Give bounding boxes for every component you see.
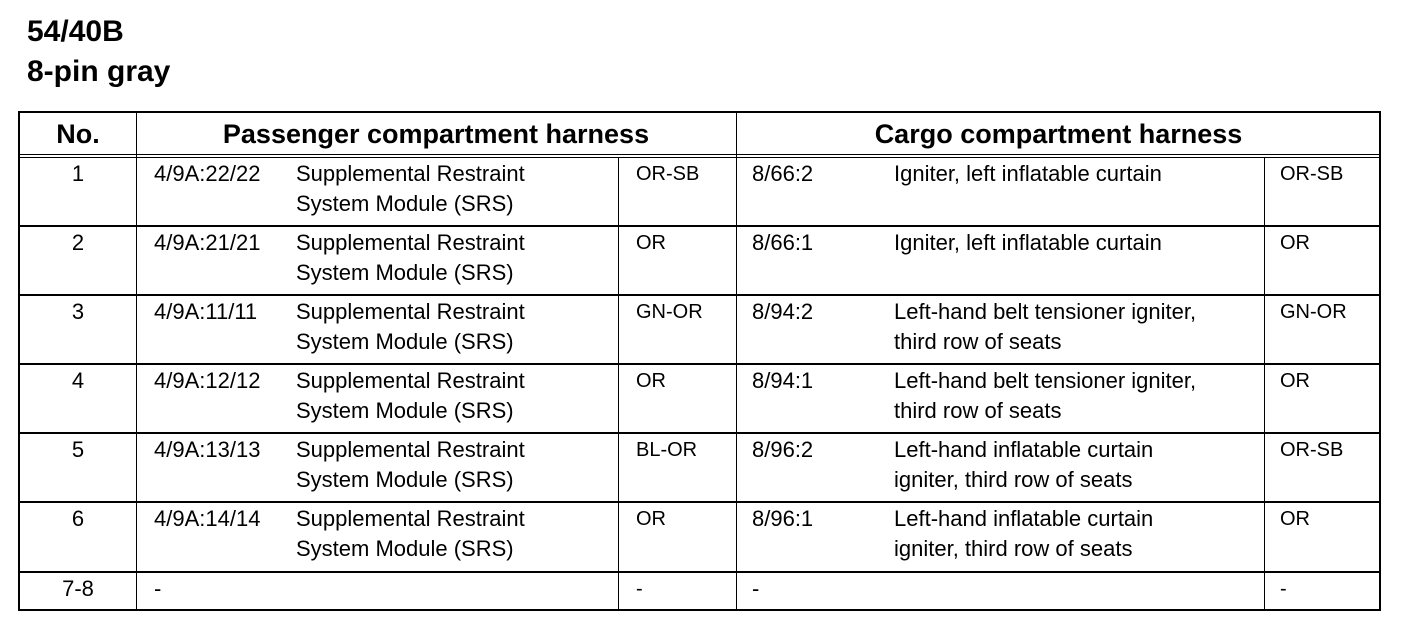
cell-cargo-wire-color: OR bbox=[1280, 370, 1310, 392]
cell-cargo-pin: 8/66:1 bbox=[752, 230, 814, 255]
column-header-no: No. bbox=[56, 118, 100, 149]
cell-passenger-pin: 4/9A:13/13 bbox=[154, 437, 261, 462]
cell-passenger-description: Supplemental Restraint bbox=[296, 437, 525, 462]
cell-cargo-description: Left-hand inflatable curtain bbox=[894, 506, 1154, 531]
cell-cargo-description-2: igniter, third row of seats bbox=[894, 467, 1133, 492]
cell-pin-number: 1 bbox=[71, 161, 85, 186]
cell-cargo-wire-color: OR bbox=[1280, 508, 1310, 530]
column-header-cargo: Cargo compartment harness bbox=[874, 118, 1243, 149]
cell-cargo-description-2: third row of seats bbox=[894, 329, 1062, 354]
cell-cargo-wire-color: OR-SB bbox=[1280, 439, 1344, 461]
table-header bbox=[20, 113, 1379, 155]
pinout-table bbox=[18, 111, 1381, 611]
cell-passenger-pin: - bbox=[154, 576, 162, 601]
cell-pin-number: 5 bbox=[71, 437, 85, 462]
cell-passenger-description-2: System Module (SRS) bbox=[296, 191, 514, 216]
cell-passenger-description: Supplemental Restraint bbox=[296, 161, 525, 186]
cell-passenger-description-2: System Module (SRS) bbox=[296, 260, 514, 285]
cell-cargo-pin: 8/66:2 bbox=[752, 161, 814, 186]
table-row bbox=[20, 503, 1379, 573]
cell-pin-number: 4 bbox=[71, 368, 85, 393]
cell-cargo-description: Igniter, left inflatable curtain bbox=[894, 161, 1162, 186]
cell-passenger-description: Supplemental Restraint bbox=[296, 299, 525, 324]
table-row bbox=[20, 573, 1379, 609]
cell-passenger-wire-color: OR bbox=[636, 508, 666, 530]
cell-passenger-wire-color: OR bbox=[636, 370, 666, 392]
cell-pin-number: 6 bbox=[71, 506, 85, 531]
cell-cargo-description: Left-hand belt tensioner igniter, bbox=[894, 368, 1197, 393]
cell-cargo-description: Left-hand belt tensioner igniter, bbox=[894, 299, 1197, 324]
cell-passenger-pin: 4/9A:21/21 bbox=[154, 230, 261, 255]
cell-passenger-wire-color: GN-OR bbox=[636, 301, 703, 323]
cell-passenger-description: Supplemental Restraint bbox=[296, 230, 525, 255]
cell-cargo-pin: 8/94:1 bbox=[752, 368, 814, 393]
cell-cargo-description-2: igniter, third row of seats bbox=[894, 536, 1133, 561]
cell-pin-number: 7-8 bbox=[62, 576, 94, 601]
connector-code: 54/40B bbox=[27, 15, 124, 48]
cell-passenger-description: Supplemental Restraint bbox=[296, 506, 525, 531]
cell-pin-number: 2 bbox=[71, 230, 85, 255]
cell-cargo-description: Igniter, left inflatable curtain bbox=[894, 230, 1162, 255]
cell-passenger-wire-color: OR-SB bbox=[636, 163, 700, 185]
column-header-passenger: Passenger compartment harness bbox=[222, 118, 650, 149]
cell-passenger-description: Supplemental Restraint bbox=[296, 368, 525, 393]
cell-cargo-wire-color: OR-SB bbox=[1280, 163, 1344, 185]
cell-passenger-description-2: System Module (SRS) bbox=[296, 329, 514, 354]
cell-pin-number: 3 bbox=[71, 299, 85, 324]
cell-passenger-pin: 4/9A:12/12 bbox=[154, 368, 261, 393]
cell-passenger-pin: 4/9A:11/11 bbox=[154, 299, 258, 324]
cell-passenger-description-2: System Module (SRS) bbox=[296, 467, 514, 492]
cell-cargo-wire-color: GN-OR bbox=[1280, 301, 1347, 323]
cell-cargo-description-2: third row of seats bbox=[894, 398, 1062, 423]
cell-passenger-pin: 4/9A:14/14 bbox=[154, 506, 261, 531]
cell-passenger-description-2: System Module (SRS) bbox=[296, 398, 514, 423]
cell-passenger-wire-color: - bbox=[636, 578, 643, 600]
cell-cargo-wire-color: - bbox=[1280, 578, 1287, 600]
table-row bbox=[20, 296, 1379, 365]
cell-cargo-pin: 8/96:1 bbox=[752, 506, 814, 531]
cell-passenger-description-2: System Module (SRS) bbox=[296, 536, 514, 561]
table-row bbox=[20, 158, 1379, 227]
table-row bbox=[20, 227, 1379, 296]
connector-description: 8-pin gray bbox=[27, 55, 171, 88]
cell-cargo-wire-color: OR bbox=[1280, 232, 1310, 254]
cell-cargo-description: Left-hand inflatable curtain bbox=[894, 437, 1154, 462]
cell-cargo-pin: 8/94:2 bbox=[752, 299, 814, 324]
table-row bbox=[20, 365, 1379, 434]
cell-passenger-wire-color: OR bbox=[636, 232, 666, 254]
cell-passenger-wire-color: BL-OR bbox=[636, 439, 698, 461]
table-row bbox=[20, 434, 1379, 503]
cell-cargo-pin: - bbox=[752, 576, 760, 601]
cell-passenger-pin: 4/9A:22/22 bbox=[154, 161, 261, 186]
cell-cargo-pin: 8/96:2 bbox=[752, 437, 814, 462]
